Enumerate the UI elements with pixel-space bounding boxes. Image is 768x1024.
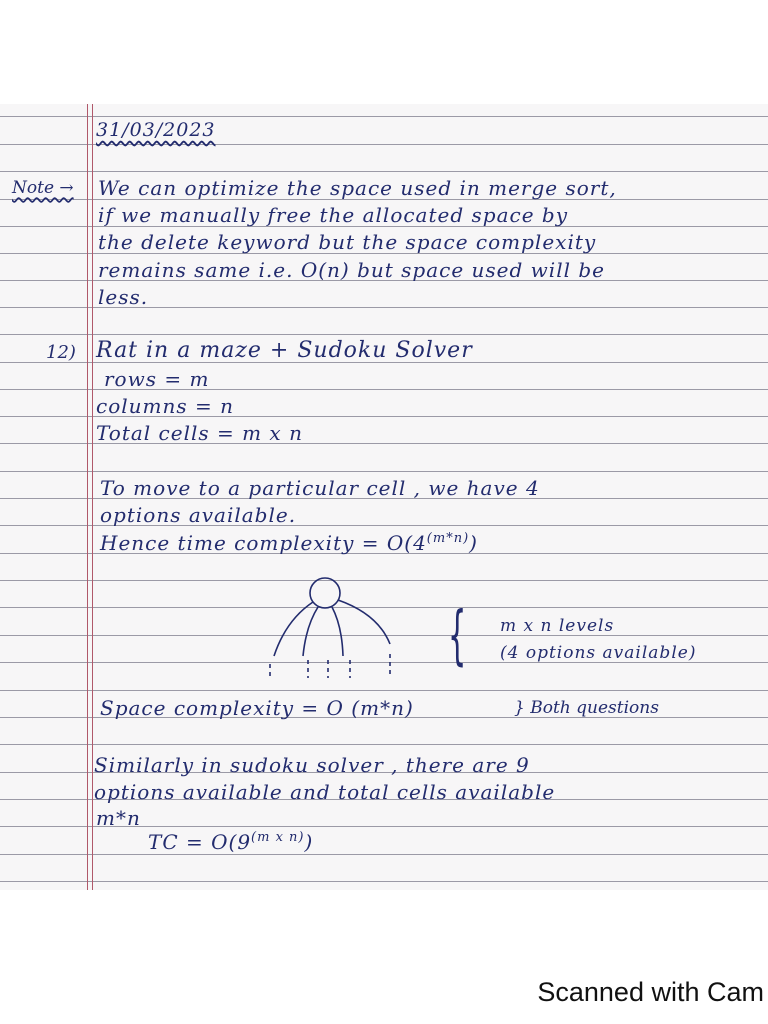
tree-root-node xyxy=(310,578,340,608)
both-questions-note: } Both questions xyxy=(514,698,659,718)
brace-symbol: { xyxy=(448,599,467,673)
ruled-line xyxy=(0,854,768,855)
ruled-line xyxy=(0,471,768,472)
levels-line: m x n levels xyxy=(500,616,615,636)
question-title: Rat in a maze + Sudoku Solver xyxy=(96,338,473,363)
note-line: We can optimize the space used in merge sort, xyxy=(98,176,617,200)
question-number: 12) xyxy=(46,342,76,363)
note-line: less. xyxy=(98,285,149,309)
tc-text: TC = O(9 xyxy=(148,830,252,854)
ruled-line xyxy=(0,144,768,145)
space-complexity: Space complexity = O (m*n) xyxy=(100,696,414,720)
tree-branch xyxy=(338,600,390,644)
time-complexity-close: ) xyxy=(469,531,478,555)
note-line: remains same i.e. O(n) but space used will be xyxy=(98,258,605,282)
time-complexity xyxy=(100,531,478,559)
recursion-tree-diagram xyxy=(258,574,408,678)
ruled-line xyxy=(0,690,768,691)
sudoku-line: options available and total cells available xyxy=(94,780,556,804)
tree-branch xyxy=(274,602,313,656)
note-line: if we manually free the allocated space by xyxy=(98,203,568,227)
time-complexity-text: Hence time complexity = O(4 xyxy=(100,531,427,555)
sudoku-line: m*n xyxy=(96,806,141,830)
move-line: options available. xyxy=(100,503,297,527)
margin-line xyxy=(87,104,88,890)
columns-line: columns = n xyxy=(96,394,234,418)
tree-branch xyxy=(332,607,343,656)
tc-close: ) xyxy=(304,830,314,854)
ruled-line xyxy=(0,116,768,117)
time-complexity-exponent: (m*n) xyxy=(426,531,470,546)
sudoku-time-complexity xyxy=(148,830,313,858)
tree-dots xyxy=(270,654,390,678)
ruled-line xyxy=(0,171,768,172)
total-cells-line: Total cells = m x n xyxy=(96,421,303,445)
sudoku-line: Similarly in sudoku solver , there are 9 xyxy=(94,753,530,777)
rows-line: rows = m xyxy=(104,367,210,391)
ruled-line xyxy=(0,881,768,882)
ruled-line xyxy=(0,334,768,335)
date: 31/03/2023 xyxy=(96,119,216,141)
levels-line: (4 options available) xyxy=(500,643,697,663)
tc-exponent: (m x n) xyxy=(251,830,305,845)
margin-line xyxy=(92,104,93,890)
note-label: Note → xyxy=(12,178,74,198)
tree-branch xyxy=(303,607,318,656)
scanner-watermark: Scanned with Cam xyxy=(537,977,764,1007)
move-line: To move to a particular cell , we have 4 xyxy=(100,476,540,500)
note-line: the delete keyword but the space complexity xyxy=(98,230,597,254)
ruled-line xyxy=(0,744,768,745)
